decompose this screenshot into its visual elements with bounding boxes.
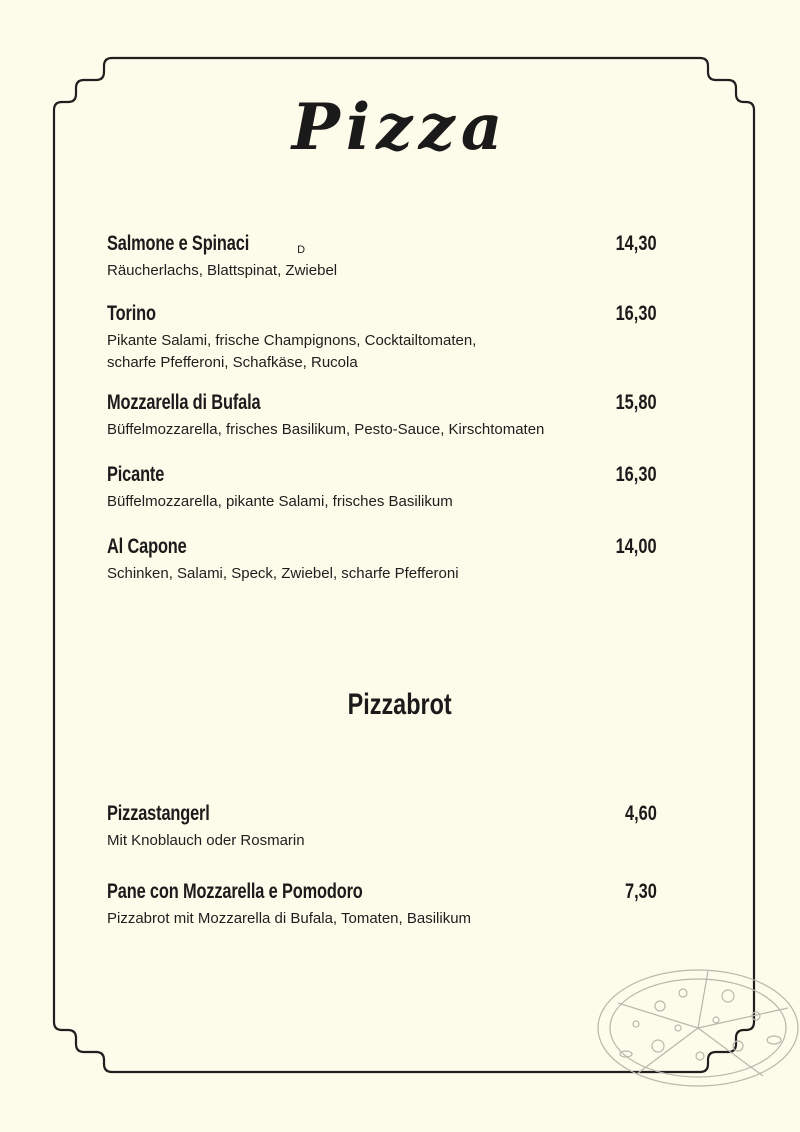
menu-item xyxy=(107,302,657,374)
item-description: Pikante Salami, frische Champignons, Cocktailtomaten, scharfe Pfefferoni, Schafkäse, Rucola xyxy=(107,332,477,371)
item-description: Pizzabrot mit Mozzarella di Bufala, Tomaten, Basilikum xyxy=(107,910,472,927)
menu-item xyxy=(107,802,657,852)
item-description: Schinken, Salami, Speck, Zwiebel, scharfe Pfefferoni xyxy=(107,565,459,582)
item-name: Pane con Mozzarella e Pomodoro xyxy=(107,880,363,903)
item-price: 16,30 xyxy=(616,302,657,325)
item-price: 14,30 xyxy=(616,232,657,255)
item-name: Torino xyxy=(107,302,156,325)
item-name: Picante xyxy=(107,463,165,486)
item-price: 16,30 xyxy=(616,463,657,486)
menu-item xyxy=(107,535,657,585)
allergen-marker: D xyxy=(297,243,306,256)
item-name: Salmone e Spinaci xyxy=(107,232,250,255)
menu-item xyxy=(107,232,657,282)
item-price: 14,00 xyxy=(616,535,657,558)
menu-item xyxy=(107,463,657,513)
pizza-sketch-icon xyxy=(588,958,800,1088)
item-description: Büffelmozzarella, frisches Basilikum, Pesto-Sauce, Kirschtomaten xyxy=(107,421,545,438)
item-description: Mit Knoblauch oder Rosmarin xyxy=(107,832,305,849)
menu-item xyxy=(107,880,657,930)
section-title: Pizzabrot xyxy=(347,688,453,721)
item-name: Mozzarella di Bufala xyxy=(107,391,261,414)
section-heading xyxy=(0,688,800,722)
item-name: Al Capone xyxy=(107,535,187,558)
item-description: Räucherlachs, Blattspinat, Zwiebel xyxy=(107,262,338,279)
page-title: Pizza xyxy=(291,90,509,165)
item-price: 7,30 xyxy=(625,880,657,903)
item-price: 4,60 xyxy=(625,802,657,825)
menu-item xyxy=(107,391,657,441)
item-description: Büffelmozzarella, pikante Salami, frisches Basilikum xyxy=(107,493,453,510)
item-price: 15,80 xyxy=(616,391,657,414)
item-name: Pizzastangerl xyxy=(107,802,210,825)
